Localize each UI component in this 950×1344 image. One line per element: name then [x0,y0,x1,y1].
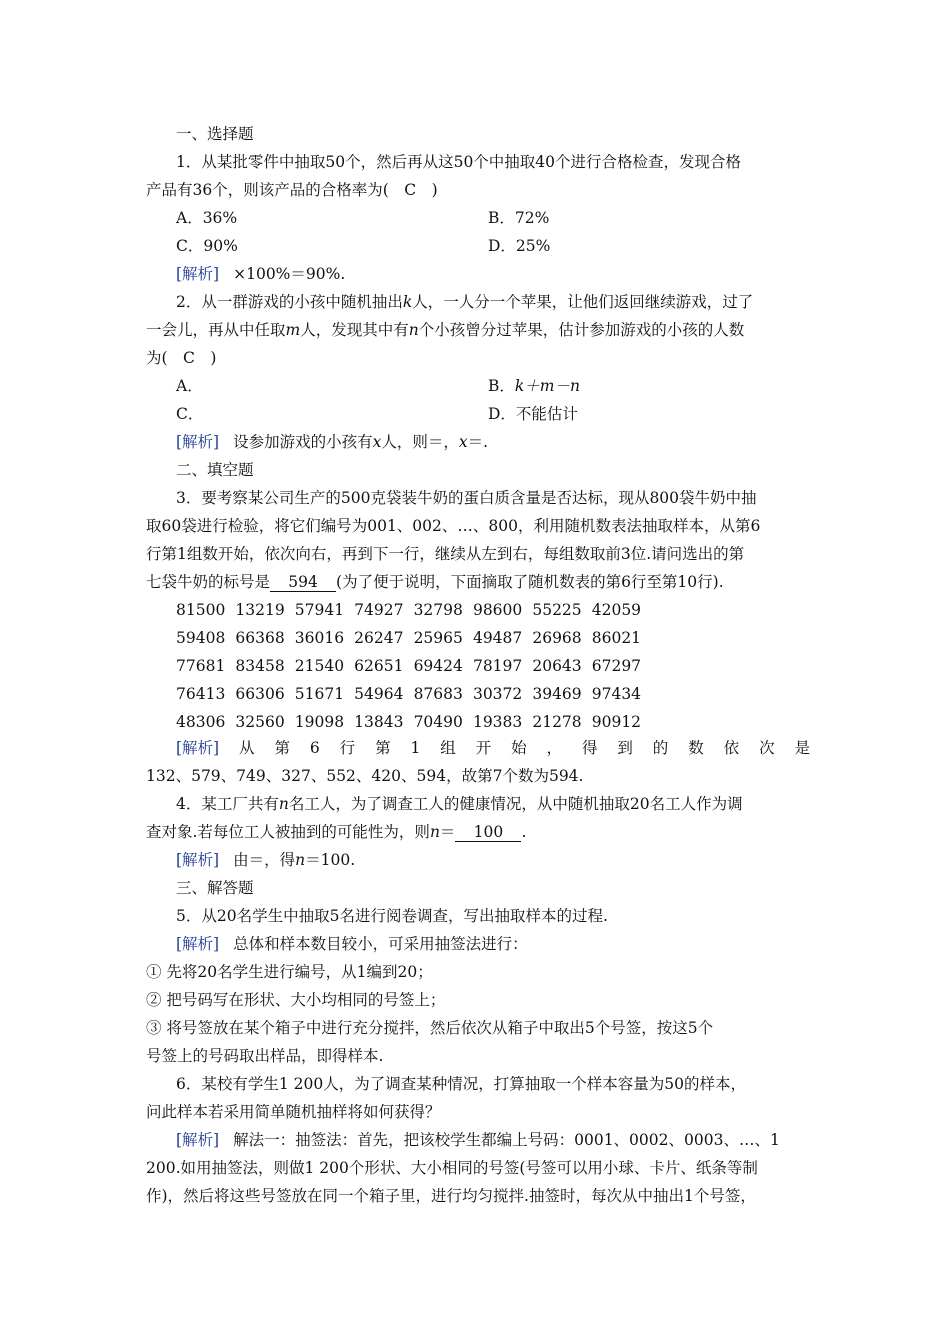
q3-analysis-word: 行 [339,739,356,757]
q2-stem-line1 [176,292,810,312]
q4-analysis-text: ＝100. [305,851,356,869]
q6-analysis-line1 [176,1130,810,1150]
random-table-cell: 26247 [354,629,404,647]
q3-analysis-word: 到 [617,739,633,757]
random-table-cell: 13219 [235,601,285,619]
random-table-cell: 26968 [532,629,582,647]
q3-analysis-line2: 132、579、749、327、552、420、594，故第7个数为594. [146,767,584,785]
var-n: n [278,795,289,813]
q2-option-a: A． [176,377,203,395]
random-table-cell: 57941 [294,601,345,619]
var-k: k [402,293,413,311]
section-heading-fill: 二、填空题 [176,461,254,479]
q3-analysis-word: 从 [239,739,255,757]
q2-stem-line3: 为( C ) [146,349,217,367]
q3-stem-line1: 3．要考察某公司生产的500克袋装牛奶的蛋白质含量是否达标，现从800袋牛奶中抽 [176,489,757,507]
analysis-label: [解析] [176,935,220,953]
section-heading-solve: 三、解答题 [176,879,254,897]
q1-option-c: C．90% [176,237,238,255]
random-table-cell: 74927 [354,601,404,619]
q3-analysis-word: 的 [652,739,669,757]
random-table-cell: 76413 [176,685,226,703]
random-table-cell: 81500 [176,601,226,619]
q1-analysis [176,264,810,284]
q2-text: 人，发现其中有 [300,321,409,339]
q5-step-1: ① 先将20名学生进行编号，从1编到20； [146,963,433,981]
q4-text: 名工人，为了调查工人的健康情况，从中随机抽取20名工人作为调 [288,795,743,813]
random-table-cell: 62651 [354,657,404,675]
random-table-cell: 21278 [532,713,582,731]
q2-analysis [176,432,810,452]
q5-analysis [176,934,810,954]
q6-stem-line2: 问此样本若采用简单随机抽样将如何获得？ [146,1103,441,1121]
q4-stem-line2 [146,822,810,842]
var-n: n [408,321,419,339]
q2-option-d: D．不能估计 [488,405,578,423]
var-x: x [372,433,382,451]
q3-analysis-line1 [176,738,810,758]
q3-text: 七袋牛奶的标号是 [146,573,271,591]
q5-step-2: ② 把号码写在形状、大小均相同的号签上； [146,991,446,1009]
q4-text: . [521,823,527,841]
random-table-cell: 19098 [294,713,345,731]
random-table-cell: 69424 [413,657,463,675]
random-table-row [176,684,651,704]
random-table-cell: 59408 [176,629,226,647]
var-m: m [285,321,301,339]
q3-stem-line2: 取60袋进行检验，将它们编号为001、002、…、800，利用随机数表法抽取样本，从第6 [146,517,761,535]
q4-text: 4．某工厂共有 [176,795,279,813]
q3-analysis-word: 开 [475,739,492,757]
q5-step-3-line2: 号签上的号码取出样品，即得样本. [146,1047,384,1065]
q2-option-c: C． [176,405,204,423]
random-table-cell: 19383 [472,713,523,731]
q4-text: 查对象.若每位工人被抽到的可能性为，则 [146,823,430,841]
section-heading-choice: 一、选择题 [176,125,254,143]
q2-option-b-expr: k＋m－n [514,377,580,395]
random-table-cell: 20643 [532,657,582,675]
q4-analysis-text: 由＝，得 [233,851,296,869]
q3-analysis-word: 组 [440,739,456,757]
random-table-cell: 77681 [176,657,226,675]
q4-stem-line1 [176,794,810,814]
random-table-cell: 36016 [294,629,345,647]
var-n: n [429,823,440,841]
q2-option-b-label: B． [488,377,515,395]
q6-analysis-line3: 作)，然后将这些号签放在同一个箱子里，进行均匀搅拌.抽签时，每次从中抽出1个号签， [146,1187,756,1205]
q1-stem-line2: 产品有36个，则该产品的合格率为( C ) [146,181,438,199]
random-table-cell: 54964 [354,685,404,703]
q6-analysis-text: 解法一：抽签法：首先，把该校学生都编上号码：0001、0002、0003、…、1 [233,1131,780,1149]
random-table-cell: 87683 [413,685,463,703]
q2-text: 个小孩曾分过苹果，估计参加游戏的小孩的人数 [418,321,745,339]
q2-analysis-text: ＝. [467,433,489,451]
random-table-cell: 98600 [472,601,523,619]
random-table-row [176,712,651,732]
random-table-cell: 42059 [591,601,642,619]
q3-stem-line3: 行第1组数开始，依次向右，再到下一行，继续从左到右，每组数取前3位.请问选出的第 [146,545,745,563]
analysis-label: [解析] [176,739,220,757]
random-table-cell: 13843 [354,713,404,731]
random-table-cell: 49487 [472,629,523,647]
random-table-cell: 67297 [591,657,642,675]
random-table-cell: 25965 [413,629,463,647]
random-table-cell: 30372 [472,685,523,703]
q2-text: 人，一人分一个苹果，让他们返回继续游戏，过了 [412,293,754,311]
q1-option-d: D．25% [488,237,551,255]
q3-analysis-word: 1 [410,739,421,757]
q5-step-3-line1: ③ 将号签放在某个箱子中进行充分搅拌，然后依次从箱子中取出5个号签，按这5个 [146,1019,714,1037]
q2-option-b [488,376,580,396]
random-table-cell: 39469 [532,685,582,703]
q3-analysis-word: ， [546,739,563,757]
q3-analysis-word: 依 [723,739,740,757]
analysis-label: [解析] [176,851,220,869]
q2-stem-line2 [146,320,810,340]
random-table-cell: 21540 [294,657,345,675]
q3-text: (为了便于说明，下面摘取了随机数表的第6行至第10行). [336,573,724,591]
q3-analysis-word: 第 [375,739,391,757]
q6-analysis-line2: 200.如用抽签法，则做1 200个形状、大小相同的号签(号签可以用小球、卡片、纸条等制 [146,1159,758,1177]
random-table-row [176,600,651,620]
q3-analysis-word: 第 [274,739,290,757]
analysis-label: [解析] [176,265,220,283]
random-table-cell: 51671 [294,685,345,703]
random-table-cell: 66368 [235,629,285,647]
random-table-cell: 78197 [472,657,523,675]
random-table-cell: 55225 [532,601,582,619]
q1-option-b: B．72% [488,209,550,227]
random-table-cell: 32560 [235,713,285,731]
q3-analysis-word: 得 [581,739,598,757]
q3-analysis-word: 次 [759,739,775,757]
q2-analysis-text: 人，则＝， [381,433,459,451]
q1-analysis-text: ×100%＝90%. [233,265,346,283]
q3-analysis-word: 是 [794,739,810,757]
random-table-cell: 86021 [591,629,642,647]
q1-stem-line1: 1．从某批零件中抽取50个，然后再从这50个中抽取40个进行合格检查，发现合格 [176,153,742,171]
q4-text: ＝ [439,823,456,841]
q5-analysis-text: 总体和样本数目较小，可采用抽签法进行： [233,935,528,953]
random-table-cell: 83458 [235,657,285,675]
analysis-label: [解析] [176,1131,220,1149]
var-n: n [295,851,306,869]
random-table-cell: 97434 [591,685,642,703]
random-table-cell: 90912 [591,713,642,731]
random-table-row [176,656,651,676]
analysis-label: [解析] [176,433,220,451]
random-table-cell: 70490 [413,713,463,731]
q2-text: 一会儿，再从中任取 [146,321,286,339]
var-x: x [458,433,468,451]
q4-answer-blank: 100 [455,823,521,842]
q2-analysis-text: 设参加游戏的小孩有 [233,433,373,451]
random-table-row [176,628,651,648]
q2-text: 2．从一群游戏的小孩中随机抽出 [176,293,403,311]
q3-analysis-word: 6 [309,739,320,757]
random-table-cell: 48306 [176,713,226,731]
q1-option-a: A．36% [176,209,238,227]
q5-stem: 5．从20名学生中抽取5名进行阅卷调查，写出抽取样本的过程. [176,907,608,925]
q3-analysis-word: 始 [511,739,527,757]
q4-analysis [176,850,810,870]
q3-stem-line4 [146,572,810,592]
random-table-cell: 66306 [235,685,285,703]
random-table-cell: 32798 [413,601,463,619]
q3-analysis-word: 数 [688,739,704,757]
q3-answer-blank: 594 [270,573,336,592]
q6-stem-line1: 6．某校有学生1 200人，为了调查某种情况，打算抽取一个样本容量为50的样本， [176,1075,746,1093]
